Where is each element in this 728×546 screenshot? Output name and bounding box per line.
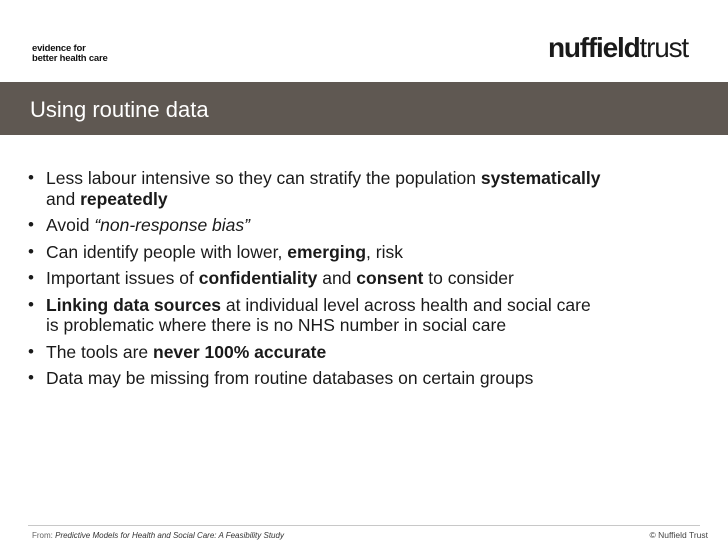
bullet-item — [28, 168, 608, 209]
bullet-item — [28, 295, 608, 336]
bullet-text-segment: Can identify people with lower, — [46, 241, 288, 262]
footer-divider — [28, 525, 700, 526]
bullet-text-segment: to consider — [423, 268, 514, 288]
bullet-text-segment: repeatedly — [80, 188, 168, 209]
bullet-text-segment: , risk — [366, 241, 403, 262]
bullet-item — [28, 215, 608, 236]
bullet-text-segment: “non-response bias” — [94, 215, 250, 235]
tagline-line1: evidence for — [32, 43, 86, 54]
bullet-text-segment: at individual level across health and social care is problematic where there is no NHS number in social care — [46, 294, 591, 335]
bullet-text-segment: emerging — [287, 241, 367, 262]
tagline-line2: better health care — [32, 53, 108, 64]
slide-title: Using routine data — [30, 97, 209, 122]
bullet-text-segment: and — [46, 188, 81, 209]
bullet-dot-icon: • — [28, 294, 34, 314]
logo-part1: nuffield — [548, 32, 640, 63]
footer-source-label: From: — [32, 531, 56, 540]
bullet-dot-icon: • — [28, 368, 34, 387]
bullet-dot-icon: • — [28, 215, 34, 234]
bullet-item — [28, 268, 608, 289]
bullet-text-segment: Linking data sources — [46, 294, 222, 315]
bullet-text-segment: never 100% accurate — [153, 341, 327, 362]
bullet-item — [28, 368, 608, 389]
bullet-dot-icon: • — [28, 341, 34, 361]
bullet-text-segment: Avoid — [46, 215, 95, 235]
nuffield-trust-logo — [548, 32, 688, 64]
bullet-item — [28, 342, 608, 363]
footer-copyright: © Nuffield Trust — [649, 530, 708, 540]
bullet-text-segment: systematically — [480, 168, 601, 188]
bullet-item — [28, 242, 608, 263]
bullet-text-segment: The tools are — [46, 341, 153, 362]
bullet-text-segment: consent — [356, 268, 424, 288]
bullet-text-segment: confidentiality — [198, 268, 318, 288]
bullet-text-segment: Less labour intensive so they can stratify the population — [46, 168, 481, 188]
bullet-dot-icon: • — [28, 241, 34, 261]
logo-part2: trust — [639, 32, 688, 63]
bullet-list — [28, 168, 608, 395]
title-bar — [0, 82, 728, 135]
bullet-dot-icon: • — [28, 268, 34, 287]
footer-source-title: Predictive Models for Health and Social Care: A Feasibility Study — [55, 531, 284, 540]
footer-source — [32, 531, 284, 540]
tagline — [32, 44, 108, 64]
bullet-text-segment: Important issues of — [46, 268, 199, 288]
bullet-text-segment: Data may be missing from routine databases on certain groups — [46, 368, 534, 388]
bullet-text-segment: and — [317, 268, 357, 288]
bullet-dot-icon: • — [28, 168, 34, 187]
